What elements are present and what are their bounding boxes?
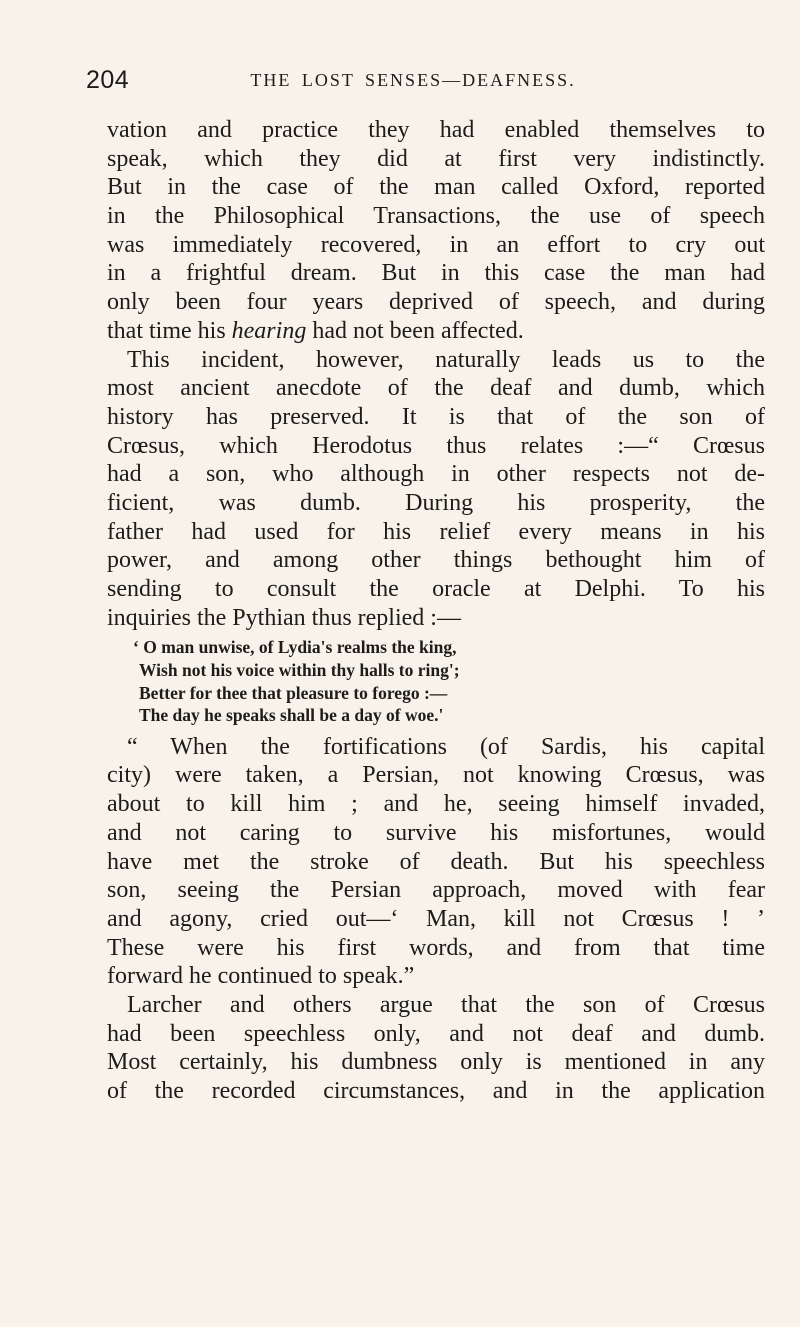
- text-line: was immediately recovered, in an effort to cry out: [107, 231, 765, 258]
- text-line: had been speechless only, and not deaf and dumb.: [107, 1020, 765, 1047]
- text-line: and agony, cried out—‘ Man, kill not Crœsus ! ’: [107, 905, 765, 932]
- text-line: power, and among other things bethought him of: [107, 547, 765, 574]
- text-line: inquiries the Pythian thus replied :—: [107, 604, 461, 631]
- text-line: These were his first words, and from that time: [107, 934, 765, 961]
- page-body: [107, 116, 765, 1106]
- italic-word: hearing: [231, 317, 307, 344]
- text-line: history has preserved. It is that of the son of: [107, 403, 765, 430]
- text-line: Crœsus, which Herodotus thus relates :—“ Crœsus: [107, 432, 765, 459]
- text-line: about to kill him ; and he, seeing himself invaded,: [107, 791, 765, 818]
- text-line: Larcher and others argue that the son of Crœsus: [127, 991, 765, 1018]
- verse-line: Better for thee that pleasure to forego :—: [139, 682, 448, 703]
- text-line: that time his hearing had not been affected.: [107, 317, 524, 344]
- text-line: city) were taken, a Persian, not knowing Crœsus, was: [107, 762, 765, 789]
- verse-line: ‘ O man unwise, of Lydia's realms the king,: [133, 637, 457, 658]
- paragraph: [107, 116, 765, 346]
- text-line: in a frightful dream. But in this case the man had: [107, 260, 765, 287]
- text-line: father had used for his relief every means in his: [107, 518, 765, 545]
- text-line: Most certainly, his dumbness only is mentioned in any: [107, 1049, 765, 1076]
- text-line: son, seeing the Persian approach, moved with fear: [107, 877, 765, 904]
- paragraph: [107, 346, 765, 633]
- text-line: But in the case of the man called Oxford, reported: [107, 174, 765, 201]
- text-line: have met the stroke of death. But his speechless: [107, 848, 765, 875]
- text-line: most ancient anecdote of the deaf and dumb, which: [107, 375, 765, 402]
- verse-line: Wish not his voice within thy halls to ring';: [139, 659, 460, 680]
- text-line: ficient, was dumb. During his prosperity, the: [107, 489, 765, 516]
- paragraph: [107, 991, 765, 1106]
- text-line: in the Philosophical Transactions, the use of speech: [107, 203, 765, 230]
- verse-quotation: [107, 636, 765, 726]
- text-line: vation and practice they had enabled themselves to: [107, 117, 765, 143]
- text-line: speak, which they did at first very indistinctly.: [107, 145, 765, 172]
- text-line: “ When the fortifications (of Sardis, his capital: [127, 733, 765, 760]
- text-line: forward he continued to speak.”: [107, 963, 415, 990]
- page-header: [86, 66, 740, 100]
- text-line: had a son, who although in other respects not de-: [107, 461, 765, 488]
- text-line: and not caring to survive his misfortunes, would: [107, 819, 765, 846]
- verse-line: The day he speaks shall be a day of woe.': [139, 705, 444, 726]
- text-line: sending to consult the oracle at Delphi. To his: [107, 576, 765, 602]
- page-number: 204: [86, 66, 130, 94]
- text-line: of the recorded circumstances, and in the application: [107, 1078, 765, 1104]
- paragraph: [107, 733, 765, 991]
- text-line: only been four years deprived of speech, and during: [107, 289, 765, 316]
- running-head: THE LOST SENSES—DEAFNESS.: [250, 70, 576, 90]
- text-line: This incident, however, naturally leads us to the: [127, 346, 765, 373]
